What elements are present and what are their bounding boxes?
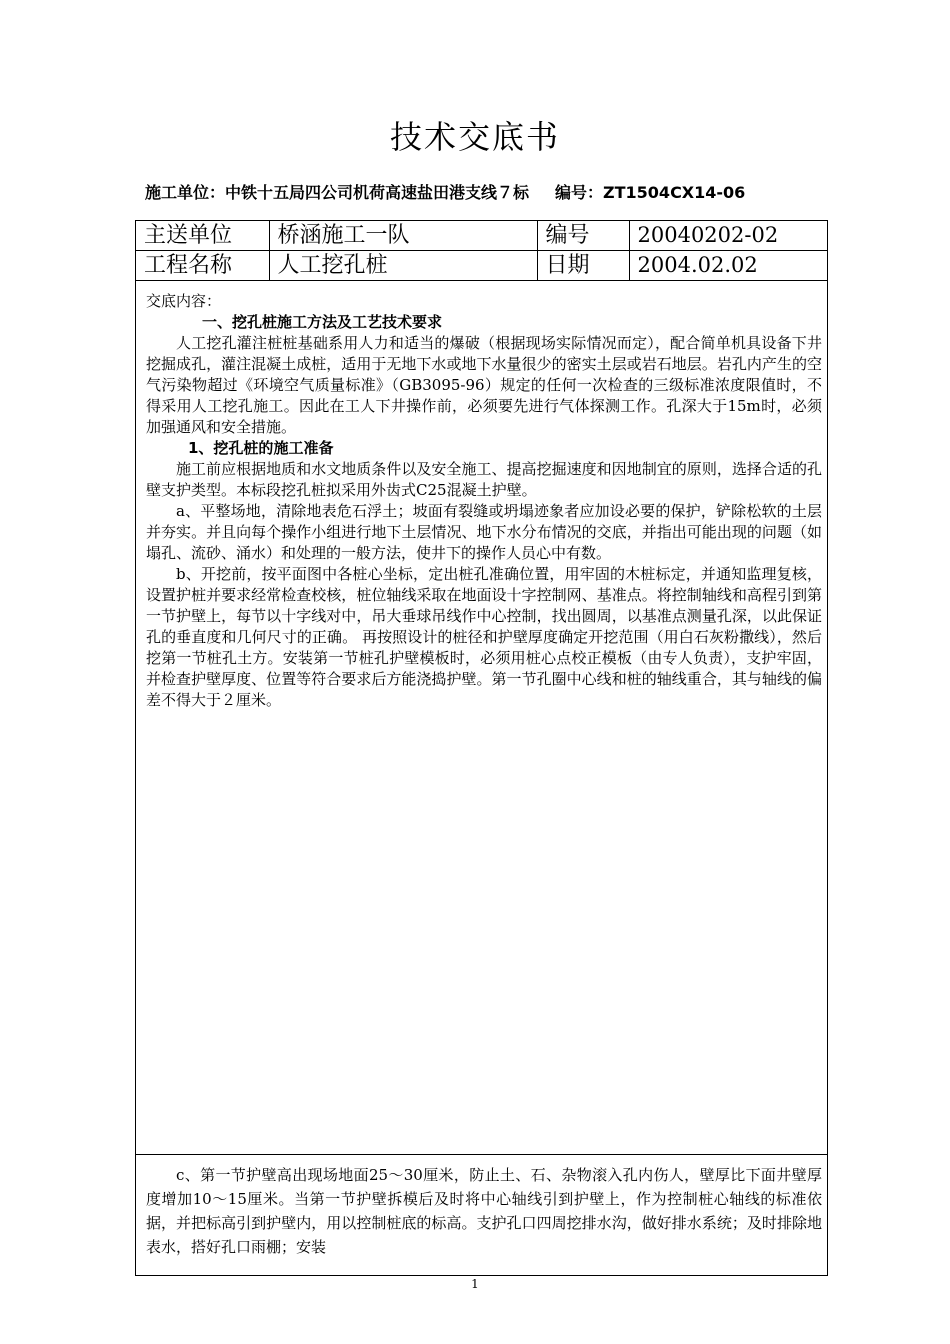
section-divider bbox=[136, 1154, 827, 1155]
disclosure-form bbox=[135, 220, 828, 1276]
document-code: 编号：ZT1504CX14-06 bbox=[555, 183, 746, 202]
recipient-value: 桥涵施工一队 bbox=[269, 221, 537, 251]
number-label: 编号 bbox=[537, 221, 629, 251]
info-row-recipient bbox=[136, 221, 827, 251]
section-heading-1: 一、挖孔桩施工方法及工艺技术要求 bbox=[202, 313, 443, 331]
paragraph-c: c、第一节护壁高出现场地面25～30厘米，防止土、石、杂物滚入孔内伤人，壁厚比下面井壁厚度增加10～15厘米。当第一节护壁拆模后及时将中心轴线引到护壁上，作为控制桩心轴线的标准依据，并把标高引到护壁内，用以控制桩底的标高。支护孔口四周挖排水沟，做好排水系统；及时排除地表水，搭好孔口雨棚；安装 bbox=[146, 1166, 822, 1256]
date-label: 日期 bbox=[537, 251, 629, 281]
construction-unit: 施工单位：中铁十五局四公司机荷高速盐田港支线７标 bbox=[145, 183, 530, 202]
section-heading-2: 1、挖孔桩的施工准备 bbox=[188, 439, 334, 457]
paragraph-b: b、开挖前，按平面图中各桩心坐标，定出桩孔准确位置，用牢固的木桩标定，并通知监理复核，设置护桩并要求经常检查校核，桩位轴线采取在地面设十字控制网、基准点。将控制轴线和高程引到第一节护壁上，每节以十字线对中，吊大垂球吊线作中心控制，找出圆周，以基准点测量孔深，以此保证孔的垂直度和几何尺寸的正确。 再按照设计的桩径和护壁厚度确定开挖范围（用白石灰粉撒线），然后挖第一节桩孔土方。安装第一节桩孔护壁模板时，必须用桩心点校正模板（由专人负责），支护牢固，并检查护壁厚度、位置等符合要求后方能浇捣护壁。第一节孔圈中心线和桩的轴线重合，其与轴线的偏差不得大于２厘米。 bbox=[146, 565, 822, 709]
info-table bbox=[136, 221, 827, 281]
paragraph-intro: 人工挖孔灌注桩桩基础系用人力和适当的爆破（根据现场实际情况而定），配合简单机具设备下井挖掘成孔，灌注混凝土成桩，适用于无地下水或地下水量很少的密实土层或岩石地层。岩孔内产生的空气污染物超过《环境空气质量标准》（GB3095-96）规定的任何一次检查的三级标准浓度限值时，不得采用人工挖孔施工。因此在工人下井操作前，必须要先进行气体探测工作。孔深大于15m时，必须加强通风和安全措施。 bbox=[146, 334, 822, 436]
document-title: 技术交底书 bbox=[389, 118, 560, 156]
disclosure-content bbox=[146, 291, 822, 711]
construction-unit-line bbox=[145, 180, 835, 203]
project-label: 工程名称 bbox=[136, 251, 269, 281]
date-value: 2004.02.02 bbox=[629, 251, 827, 281]
paragraph-preparation: 施工前应根据地质和水文地质条件以及安全施工、提高挖掘速度和因地制宜的原则，选择合适的孔壁支护类型。本标段挖孔桩拟采用外齿式C25混凝土护壁。 bbox=[146, 460, 822, 499]
content-lead: 交底内容： bbox=[146, 292, 222, 310]
paragraph-a: a、平整场地，清除地表危石浮土；坡面有裂缝或坍塌迹象者应加设必要的保护，铲除松软的土层并夯实。并且向每个操作小组进行地下土层情况、地下水分布情况的交底，并指出可能出现的问题（如塌孔、流砂、涌水）和处理的一般方法，使井下的操作人员心中有数。 bbox=[146, 502, 822, 562]
page-number: 1 bbox=[471, 1277, 479, 1291]
number-value: 20040202-02 bbox=[629, 221, 827, 251]
info-row-project bbox=[136, 251, 827, 281]
project-value: 人工挖孔桩 bbox=[269, 251, 537, 281]
recipient-label: 主送单位 bbox=[136, 221, 269, 251]
